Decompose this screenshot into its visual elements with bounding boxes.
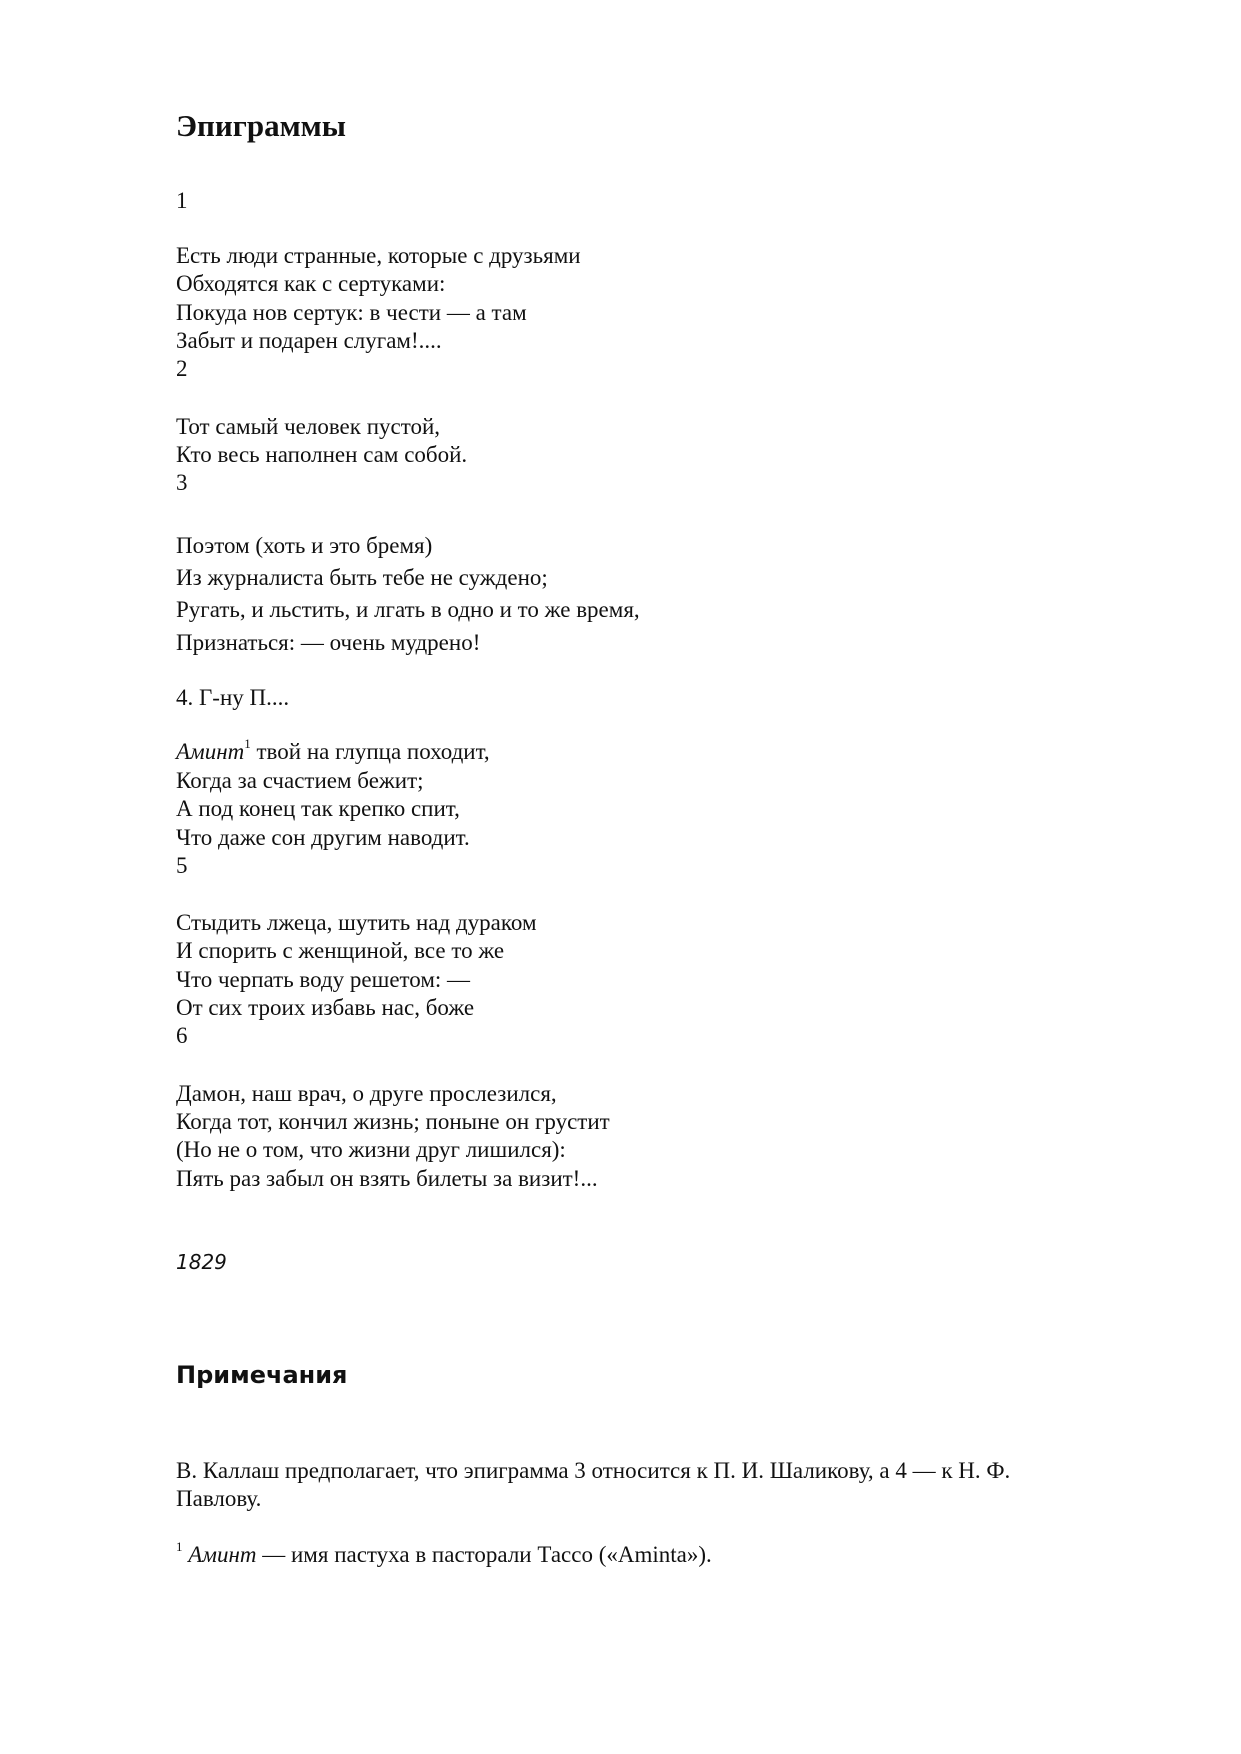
- footnote-text: — имя пастуха в пасторали Тассо («Aminta»).: [256, 1542, 712, 1567]
- epigram-number: 6: [176, 1023, 188, 1048]
- note-text-line: В. Каллаш предполагает, что эпиграмма 3 относится к П. И. Шаликову, а 4 — к Н. Ф.: [176, 1458, 1011, 1483]
- poem-line: Есть люди странные, которые с друзьями: [176, 243, 581, 268]
- poem-line: Стыдить лжеца, шутить над дураком: [176, 910, 537, 935]
- epigram-heading: 4. Г-ну П....: [176, 685, 290, 710]
- poem-line: Что черпать воду решетом: —: [176, 967, 471, 992]
- epigram-number: 1: [176, 188, 188, 213]
- aminta-term: Аминт: [176, 739, 245, 764]
- poem-line: От сих троих избавь нас, боже: [176, 995, 475, 1020]
- poem-line: Тот самый человек пустой,: [176, 414, 441, 439]
- poem-line: Когда тот, кончил жизнь; поныне он грустит: [176, 1109, 610, 1134]
- poem-line: Что даже сон другим наводит.: [176, 825, 470, 850]
- poem-line: А под конец так крепко спит,: [176, 796, 460, 821]
- poem-line: (Но не о том, что жизни друг лишился):: [176, 1137, 566, 1162]
- footnote: [176, 1539, 712, 1567]
- page-title: Эпиграммы: [176, 108, 347, 143]
- epigram-number: 2: [176, 356, 188, 381]
- poem-line: Обходятся как с сертуками:: [176, 271, 446, 296]
- poem-line: Когда за счастием бежит;: [176, 768, 424, 793]
- poem-year: 1829: [176, 1250, 227, 1274]
- poem-line-rest: твой на глупца походит,: [250, 739, 490, 764]
- poem-line: Из журналиста быть тебе не суждено;: [176, 565, 548, 590]
- poem-line: [176, 736, 490, 764]
- footnote-term: Аминт: [188, 1542, 257, 1567]
- poem-line: Забыт и подарен слугам!....: [176, 328, 442, 353]
- poem-line: Пять раз забыл он взять билеты за визит!...: [176, 1166, 598, 1191]
- footnote-mark: 1: [176, 1539, 183, 1554]
- poem-line: Дамон, наш врач, о друге прослезился,: [176, 1081, 557, 1106]
- epigram-number: 3: [176, 470, 188, 495]
- poem-line: Кто весь наполнен сам собой.: [176, 442, 468, 467]
- notes-heading: Примечания: [176, 1361, 348, 1389]
- note-text-line: Павлову.: [176, 1486, 262, 1511]
- poem-line: Покуда нов сертук: в чести — а там: [176, 300, 527, 325]
- poem-line: Ругать, и льстить, и лгать в одно и то же время,: [176, 597, 640, 622]
- poem-line: И спорить с женщиной, все то же: [176, 938, 505, 963]
- footnote-ref[interactable]: 1: [244, 736, 251, 751]
- poem-line: Поэтом (хоть и это бремя): [176, 533, 433, 558]
- epigram-number: 5: [176, 853, 188, 878]
- poem-line: Признаться: — очень мудрено!: [176, 630, 481, 655]
